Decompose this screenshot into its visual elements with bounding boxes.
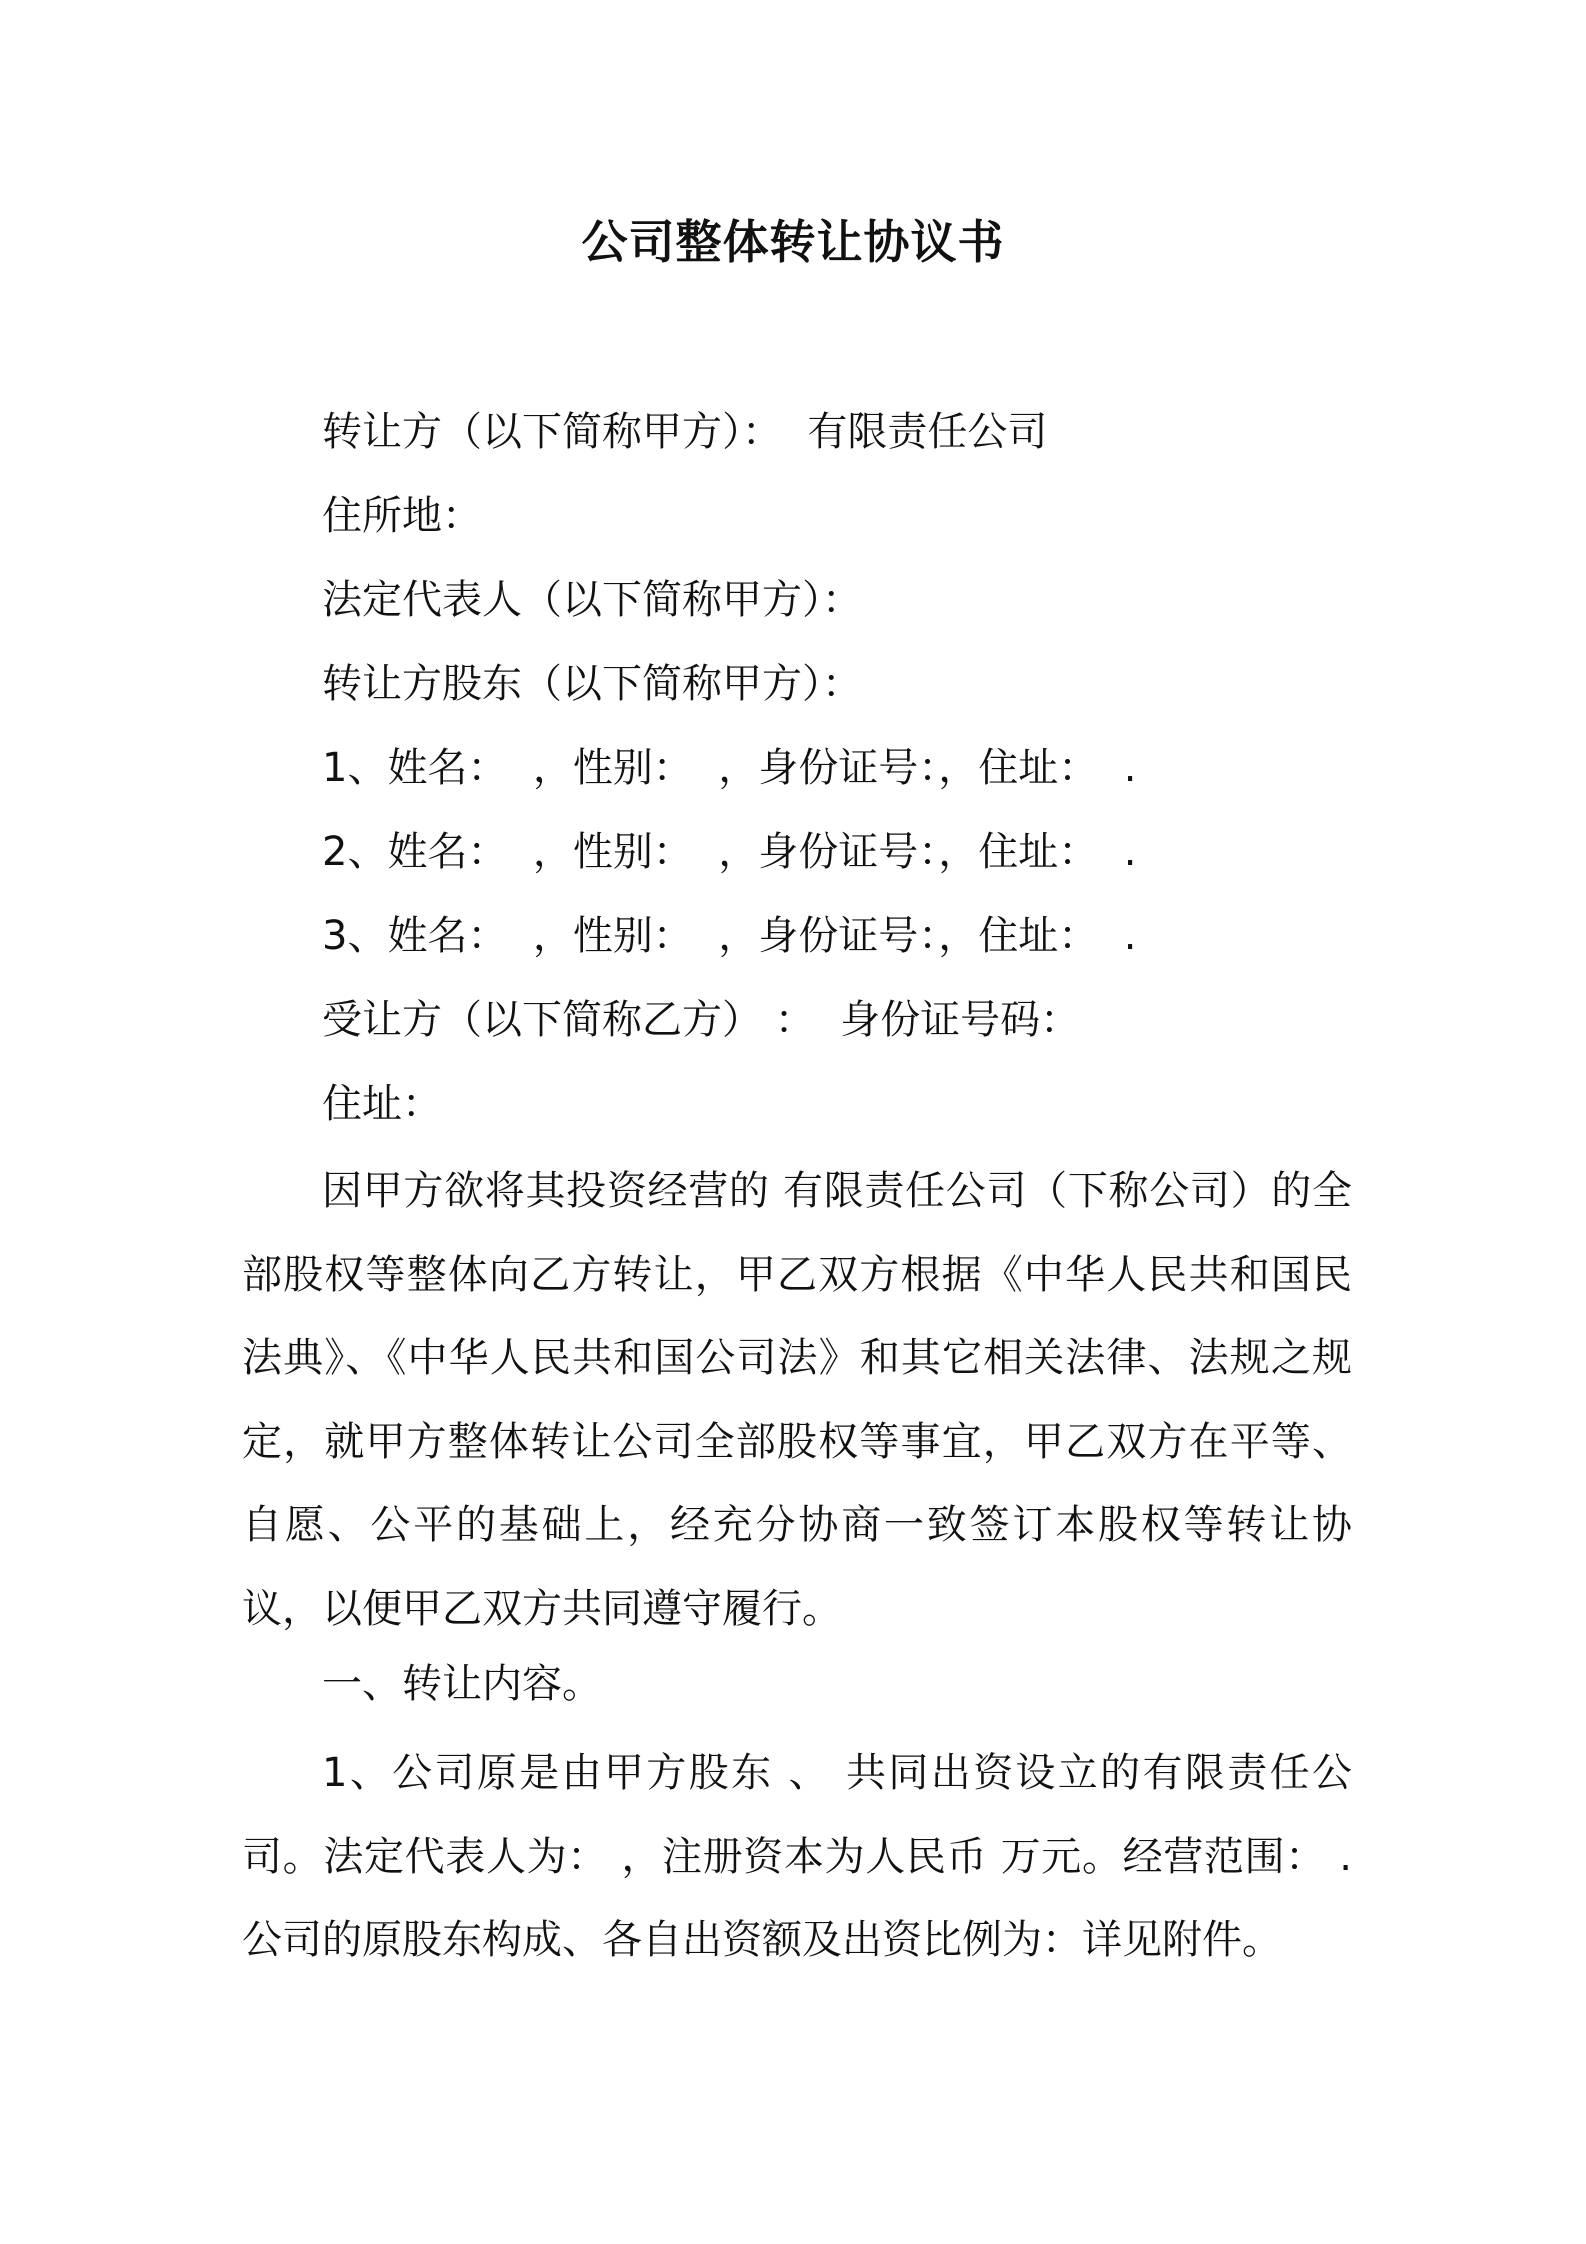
shareholder-3-line: 3、姓名： ，性别： ，身份证号：，住址： . <box>322 913 1137 959</box>
intro-paragraph: 因甲方欲将其投资经营的 有限责任公司（下称公司）的全部股权等整体向乙方转让，甲乙双方根据《中华人民共和国民法典》、《中华人民共和国公司法》和其它相关法律、法规之规定，就甲方整体转让公司全部股权等事宜，甲乙双方在平等、自愿、公平的基础上，经充分协商一致签订本股权等转让协议，以便甲乙双方共同遵守履行。 <box>242 1168 1352 1632</box>
transferor-line: 转让方（以下简称甲方）： 有限责任公司 <box>322 409 1048 455</box>
clause-1-paragraph: 1、公司原是由甲方股东 、 共同出资设立的有限责任公司。法定代表人为： ，注册资本为人民币 万元。经营范围： .公司的原股东构成、各自出资额及出资比例为：详见附件。 <box>242 1750 1352 1963</box>
legal-representative-line: 法定代表人（以下简称甲方）： <box>322 577 862 623</box>
shareholder-2-line: 2、姓名： ，性别： ，身份证号：，住址： . <box>322 829 1137 875</box>
section-heading: 一、转让内容。 <box>322 1661 602 1707</box>
document-title: 公司整体转让协议书 <box>581 215 1005 269</box>
transferee-address-line: 住址： <box>322 1081 442 1127</box>
transferee-line: 受让方（以下简称乙方） ： 身份证号码： <box>322 997 1081 1043</box>
transferor-address-line: 住所地： <box>322 493 482 539</box>
shareholder-1-line: 1、姓名： ，性别： ，身份证号：，住址： . <box>322 745 1137 791</box>
transferor-shareholders-line: 转让方股东（以下简称甲方）： <box>322 661 862 707</box>
